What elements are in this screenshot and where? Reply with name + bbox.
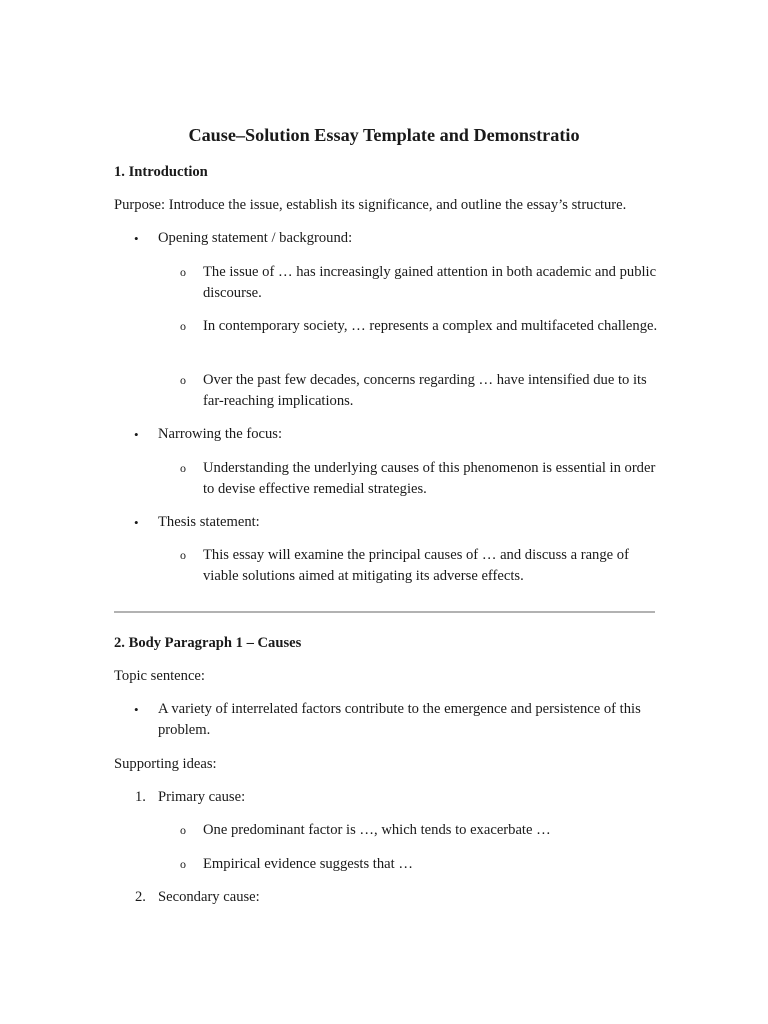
opening-item: In contemporary society, … represents a complex and multifaceted challenge. [203, 318, 658, 334]
sub-bullet-marker: o [180, 548, 186, 562]
narrowing-focus-label: Narrowing the focus: [158, 426, 283, 442]
opening-item: Over the past few decades, concerns regarding … have intensified due to its far-reaching implications. [203, 372, 647, 409]
sub-bullet-marker: o [180, 319, 186, 333]
opening-statement-label: Opening statement / background: [158, 230, 353, 246]
section-divider [114, 611, 655, 613]
sub-bullet-marker: o [180, 857, 186, 871]
primary-cause-item: Empirical evidence suggests that … [203, 856, 413, 872]
bullet-marker: • [134, 702, 139, 717]
opening-item: The issue of … has increasingly gained attention in both academic and public discourse. [203, 264, 657, 301]
topic-item: A variety of interrelated factors contribute to the emergence and persistence of this problem. [158, 701, 641, 738]
sub-bullet-marker: o [180, 373, 186, 387]
narrowing-item: Understanding the underlying causes of this phenomenon is essential in order to devise effective remedial strategies. [203, 460, 656, 497]
sub-bullet-marker: o [180, 265, 186, 279]
secondary-cause-label: Secondary cause: [158, 889, 260, 905]
list-number: 2. [135, 889, 146, 905]
thesis-statement-label: Thesis statement: [158, 514, 260, 530]
supporting-ideas-label: Supporting ideas: [114, 756, 217, 772]
section-heading-introduction: 1. Introduction [114, 164, 208, 180]
bullet-marker: • [134, 515, 139, 530]
document-title: Cause–Solution Essay Template and Demonstratio [188, 125, 580, 145]
sub-bullet-marker: o [180, 461, 186, 475]
primary-cause-item: One predominant factor is …, which tends to exacerbate … [203, 822, 551, 838]
thesis-item: This essay will examine the principal causes of … and discuss a range of viable solutions aimed at mitigating its adverse effects. [203, 547, 629, 584]
bullet-marker: • [134, 427, 139, 442]
bullet-marker: • [134, 231, 139, 246]
list-number: 1. [135, 789, 146, 805]
section-heading-causes: 2. Body Paragraph 1 – Causes [114, 635, 302, 651]
purpose-paragraph: Purpose: Introduce the issue, establish its significance, and outline the essay’s structure. [114, 197, 627, 213]
topic-sentence-label: Topic sentence: [114, 668, 205, 684]
sub-bullet-marker: o [180, 823, 186, 837]
primary-cause-label: Primary cause: [158, 789, 246, 805]
